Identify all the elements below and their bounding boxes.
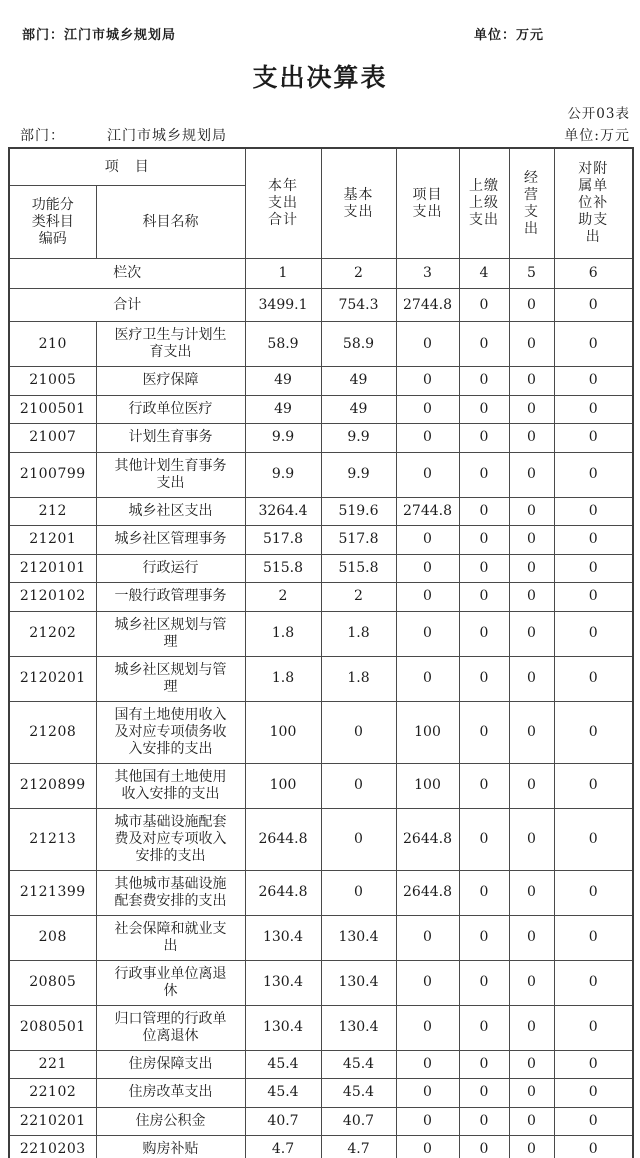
header-row-item [9, 148, 633, 186]
value-cell: 0 [459, 870, 509, 915]
column-number-cell: 6 [554, 259, 633, 289]
value-cell: 0 [396, 960, 459, 1005]
table-row [9, 656, 633, 701]
table-row [9, 583, 633, 612]
table-row [9, 1079, 633, 1108]
value-cell: 0 [459, 1005, 509, 1050]
subject-name-cell: 城乡社区管理事务 [96, 526, 245, 555]
value-cell: 0 [509, 497, 554, 526]
grand-total-value-cell: 2744.8 [396, 289, 459, 322]
value-cell: 0 [509, 701, 554, 763]
table-row [9, 1107, 633, 1136]
table-row [9, 424, 633, 453]
table-row [9, 1005, 633, 1050]
top-department-label: 部门：江门市城乡规划局 [22, 28, 177, 43]
function-code-cell: 208 [9, 915, 96, 960]
value-cell: 9.9 [321, 452, 396, 497]
column-number-cell: 5 [509, 259, 554, 289]
value-cell: 45.4 [245, 1050, 321, 1079]
value-cell: 0 [554, 424, 633, 453]
header-subsidy-expenditure: 对附属单位补助支出 [554, 148, 633, 259]
value-cell: 0 [396, 656, 459, 701]
grand-total-value-cell: 3499.1 [245, 289, 321, 322]
subject-name-cell: 一般行政管理事务 [96, 583, 245, 612]
value-cell: 0 [554, 497, 633, 526]
value-cell: 45.4 [321, 1050, 396, 1079]
function-code-cell: 221 [9, 1050, 96, 1079]
value-cell: 517.8 [245, 526, 321, 555]
document-top-row [0, 0, 640, 43]
value-cell: 0 [321, 808, 396, 870]
subject-name-cell: 购房补贴 [96, 1136, 245, 1158]
function-code-cell: 21208 [9, 701, 96, 763]
function-code-cell: 210 [9, 322, 96, 367]
value-cell: 0 [459, 554, 509, 583]
value-cell: 0 [509, 452, 554, 497]
column-number-label: 栏次 [9, 259, 245, 289]
value-cell: 0 [554, 1107, 633, 1136]
value-cell: 0 [459, 915, 509, 960]
value-cell: 0 [554, 395, 633, 424]
value-cell: 130.4 [321, 960, 396, 1005]
value-cell: 0 [509, 1107, 554, 1136]
subject-name-cell: 城市基础设施配套费及对应专项收入安排的支出 [96, 808, 245, 870]
department-line [20, 125, 227, 145]
value-cell: 0 [509, 763, 554, 808]
value-cell: 0 [509, 1005, 554, 1050]
header-upper-level-expenditure: 上缴上级支出 [459, 148, 509, 259]
value-cell: 0 [509, 367, 554, 396]
subject-name-cell: 行政事业单位离退休 [96, 960, 245, 1005]
value-cell: 0 [459, 1050, 509, 1079]
value-cell: 1.8 [321, 656, 396, 701]
value-cell: 515.8 [321, 554, 396, 583]
subject-name-cell: 国有土地使用收入及对应专项债务收入安排的支出 [96, 701, 245, 763]
value-cell: 4.7 [321, 1136, 396, 1158]
function-code-cell: 2120102 [9, 583, 96, 612]
value-cell: 0 [554, 1136, 633, 1158]
value-cell: 0 [321, 870, 396, 915]
value-cell: 2744.8 [396, 497, 459, 526]
value-cell: 0 [459, 526, 509, 555]
column-number-cell: 4 [459, 259, 509, 289]
value-cell: 0 [509, 915, 554, 960]
page-title: 支出决算表 [252, 63, 388, 92]
function-code-cell: 2120899 [9, 763, 96, 808]
value-cell: 0 [509, 656, 554, 701]
value-cell: 58.9 [321, 322, 396, 367]
department-value: 江门市城乡规划局 [107, 128, 227, 144]
value-cell: 0 [459, 452, 509, 497]
value-cell: 0 [396, 1136, 459, 1158]
value-cell: 0 [509, 583, 554, 612]
value-cell: 130.4 [321, 1005, 396, 1050]
table-row [9, 497, 633, 526]
value-cell: 0 [459, 656, 509, 701]
function-code-cell: 21201 [9, 526, 96, 555]
value-cell: 0 [509, 1079, 554, 1108]
function-code-cell: 2210203 [9, 1136, 96, 1158]
value-cell: 1.8 [245, 656, 321, 701]
value-cell: 0 [396, 367, 459, 396]
value-cell: 0 [459, 763, 509, 808]
grand-total-label: 合计 [9, 289, 245, 322]
subject-name-cell: 社会保障和就业支出 [96, 915, 245, 960]
value-cell: 0 [554, 611, 633, 656]
value-cell: 0 [396, 395, 459, 424]
value-cell: 49 [321, 367, 396, 396]
table-body [9, 259, 633, 1158]
grand-total-value-cell: 754.3 [321, 289, 396, 322]
value-cell: 0 [509, 424, 554, 453]
header-project-expenditure: 项目支出 [396, 148, 459, 259]
value-cell: 0 [509, 554, 554, 583]
value-cell: 0 [459, 1107, 509, 1136]
value-cell: 0 [321, 701, 396, 763]
value-cell: 0 [554, 554, 633, 583]
value-cell: 49 [245, 367, 321, 396]
value-cell: 130.4 [245, 915, 321, 960]
value-cell: 100 [245, 701, 321, 763]
value-cell: 0 [396, 322, 459, 367]
table-row [9, 960, 633, 1005]
value-cell: 2644.8 [245, 870, 321, 915]
table-row [9, 322, 633, 367]
subject-name-cell: 计划生育事务 [96, 424, 245, 453]
value-cell: 515.8 [245, 554, 321, 583]
subject-name-cell: 城乡社区规划与管理 [96, 611, 245, 656]
value-cell: 0 [396, 1005, 459, 1050]
column-number-row [9, 259, 633, 289]
value-cell: 0 [396, 526, 459, 555]
value-cell: 0 [396, 583, 459, 612]
value-cell: 0 [396, 611, 459, 656]
value-cell: 0 [554, 656, 633, 701]
value-cell: 0 [554, 763, 633, 808]
column-number-cell: 1 [245, 259, 321, 289]
value-cell: 0 [509, 870, 554, 915]
subject-name-cell: 其他国有土地使用收入安排的支出 [96, 763, 245, 808]
table-row [9, 1050, 633, 1079]
function-code-cell: 2080501 [9, 1005, 96, 1050]
table-row [9, 915, 633, 960]
expenditure-table [8, 147, 634, 1158]
grand-total-value-cell: 0 [459, 289, 509, 322]
value-cell: 0 [554, 322, 633, 367]
table-meta [8, 102, 632, 147]
table-row [9, 1136, 633, 1158]
value-cell: 0 [459, 322, 509, 367]
subject-name-cell: 行政运行 [96, 554, 245, 583]
table-row [9, 395, 633, 424]
value-cell: 0 [509, 1050, 554, 1079]
grand-total-value-cell: 0 [509, 289, 554, 322]
subject-name-cell: 医疗卫生与计划生育支出 [96, 322, 245, 367]
value-cell: 0 [396, 424, 459, 453]
function-code-cell: 2120201 [9, 656, 96, 701]
value-cell: 45.4 [245, 1079, 321, 1108]
value-cell: 0 [459, 808, 509, 870]
value-cell: 0 [396, 1107, 459, 1136]
value-cell: 100 [396, 763, 459, 808]
value-cell: 100 [396, 701, 459, 763]
value-cell: 130.4 [245, 1005, 321, 1050]
value-cell: 9.9 [321, 424, 396, 453]
value-cell: 0 [554, 452, 633, 497]
table-row [9, 526, 633, 555]
value-cell: 0 [459, 395, 509, 424]
value-cell: 0 [396, 452, 459, 497]
value-cell: 0 [459, 497, 509, 526]
value-cell: 0 [459, 701, 509, 763]
value-cell: 0 [554, 701, 633, 763]
value-cell: 0 [459, 1136, 509, 1158]
table-row [9, 870, 633, 915]
value-cell: 0 [509, 1136, 554, 1158]
value-cell: 0 [509, 322, 554, 367]
subject-name-cell: 其他计划生育事务支出 [96, 452, 245, 497]
value-cell: 0 [396, 915, 459, 960]
value-cell: 519.6 [321, 497, 396, 526]
value-cell: 2 [321, 583, 396, 612]
value-cell: 0 [459, 611, 509, 656]
value-cell: 0 [459, 1079, 509, 1108]
table-row [9, 554, 633, 583]
value-cell: 0 [509, 526, 554, 555]
value-cell: 58.9 [245, 322, 321, 367]
value-cell: 0 [554, 1050, 633, 1079]
value-cell: 3264.4 [245, 497, 321, 526]
value-cell: 130.4 [321, 915, 396, 960]
function-code-cell: 21007 [9, 424, 96, 453]
table-row [9, 701, 633, 763]
value-cell: 0 [459, 583, 509, 612]
header-subject-name: 科目名称 [96, 186, 245, 259]
value-cell: 0 [554, 583, 633, 612]
header-function-code: 功能分类科目编码 [9, 186, 96, 259]
value-cell: 517.8 [321, 526, 396, 555]
table-row [9, 367, 633, 396]
value-cell: 0 [396, 1050, 459, 1079]
value-cell: 0 [396, 1079, 459, 1108]
function-code-cell: 2120101 [9, 554, 96, 583]
header-operating-expenditure: 经营支出 [509, 148, 554, 259]
function-code-cell: 2100799 [9, 452, 96, 497]
value-cell: 0 [554, 960, 633, 1005]
value-cell: 0 [554, 1079, 633, 1108]
value-cell: 0 [509, 808, 554, 870]
header-item: 项 目 [9, 148, 245, 186]
table-row [9, 763, 633, 808]
value-cell: 4.7 [245, 1136, 321, 1158]
value-cell: 2 [245, 583, 321, 612]
value-cell: 2644.8 [245, 808, 321, 870]
value-cell: 0 [554, 808, 633, 870]
value-cell: 40.7 [245, 1107, 321, 1136]
column-number-cell: 3 [396, 259, 459, 289]
function-code-cell: 21005 [9, 367, 96, 396]
table-row [9, 611, 633, 656]
table-meta-row [8, 125, 632, 147]
function-code-cell: 21202 [9, 611, 96, 656]
table-header [9, 148, 633, 259]
column-number-cell: 2 [321, 259, 396, 289]
value-cell: 0 [554, 870, 633, 915]
value-cell: 0 [321, 763, 396, 808]
value-cell: 0 [554, 526, 633, 555]
grand-total-value-cell: 0 [554, 289, 633, 322]
value-cell: 0 [459, 367, 509, 396]
value-cell: 1.8 [321, 611, 396, 656]
value-cell: 2644.8 [396, 808, 459, 870]
subject-name-cell: 住房公积金 [96, 1107, 245, 1136]
function-code-cell: 22102 [9, 1079, 96, 1108]
value-cell: 49 [245, 395, 321, 424]
grand-total-row [9, 289, 633, 322]
subject-name-cell: 医疗保障 [96, 367, 245, 396]
value-cell: 49 [321, 395, 396, 424]
subject-name-cell: 住房改革支出 [96, 1079, 245, 1108]
value-cell: 0 [459, 424, 509, 453]
value-cell: 45.4 [321, 1079, 396, 1108]
value-cell: 0 [509, 611, 554, 656]
function-code-cell: 20805 [9, 960, 96, 1005]
function-code-cell: 21213 [9, 808, 96, 870]
subject-name-cell: 其他城市基础设施配套费安排的支出 [96, 870, 245, 915]
subject-name-cell: 归口管理的行政单位离退休 [96, 1005, 245, 1050]
subject-name-cell: 城乡社区支出 [96, 497, 245, 526]
value-cell: 40.7 [321, 1107, 396, 1136]
value-cell: 130.4 [245, 960, 321, 1005]
value-cell: 0 [554, 367, 633, 396]
value-cell: 0 [509, 960, 554, 1005]
value-cell: 9.9 [245, 452, 321, 497]
value-cell: 100 [245, 763, 321, 808]
subject-name-cell: 城乡社区规划与管理 [96, 656, 245, 701]
value-cell: 0 [396, 554, 459, 583]
value-cell: 1.8 [245, 611, 321, 656]
function-code-cell: 2100501 [9, 395, 96, 424]
header-basic-expenditure: 基本支出 [321, 148, 396, 259]
value-cell: 0 [554, 1005, 633, 1050]
subject-name-cell: 行政单位医疗 [96, 395, 245, 424]
header-current-year-total: 本年支出合计 [245, 148, 321, 259]
value-cell: 0 [554, 915, 633, 960]
department-label: 部门： [20, 128, 65, 144]
table-row [9, 808, 633, 870]
value-cell: 2644.8 [396, 870, 459, 915]
subject-name-cell: 住房保障支出 [96, 1050, 245, 1079]
function-code-cell: 212 [9, 497, 96, 526]
function-code-cell: 2210201 [9, 1107, 96, 1136]
value-cell: 0 [459, 960, 509, 1005]
value-cell: 0 [509, 395, 554, 424]
table-row [9, 452, 633, 497]
value-cell: 9.9 [245, 424, 321, 453]
top-unit-label: 单位：万元 [473, 28, 544, 43]
public-table-number: 公开03表 [567, 106, 630, 122]
unit-label: 单位:万元 [564, 128, 630, 144]
function-code-cell: 2121399 [9, 870, 96, 915]
